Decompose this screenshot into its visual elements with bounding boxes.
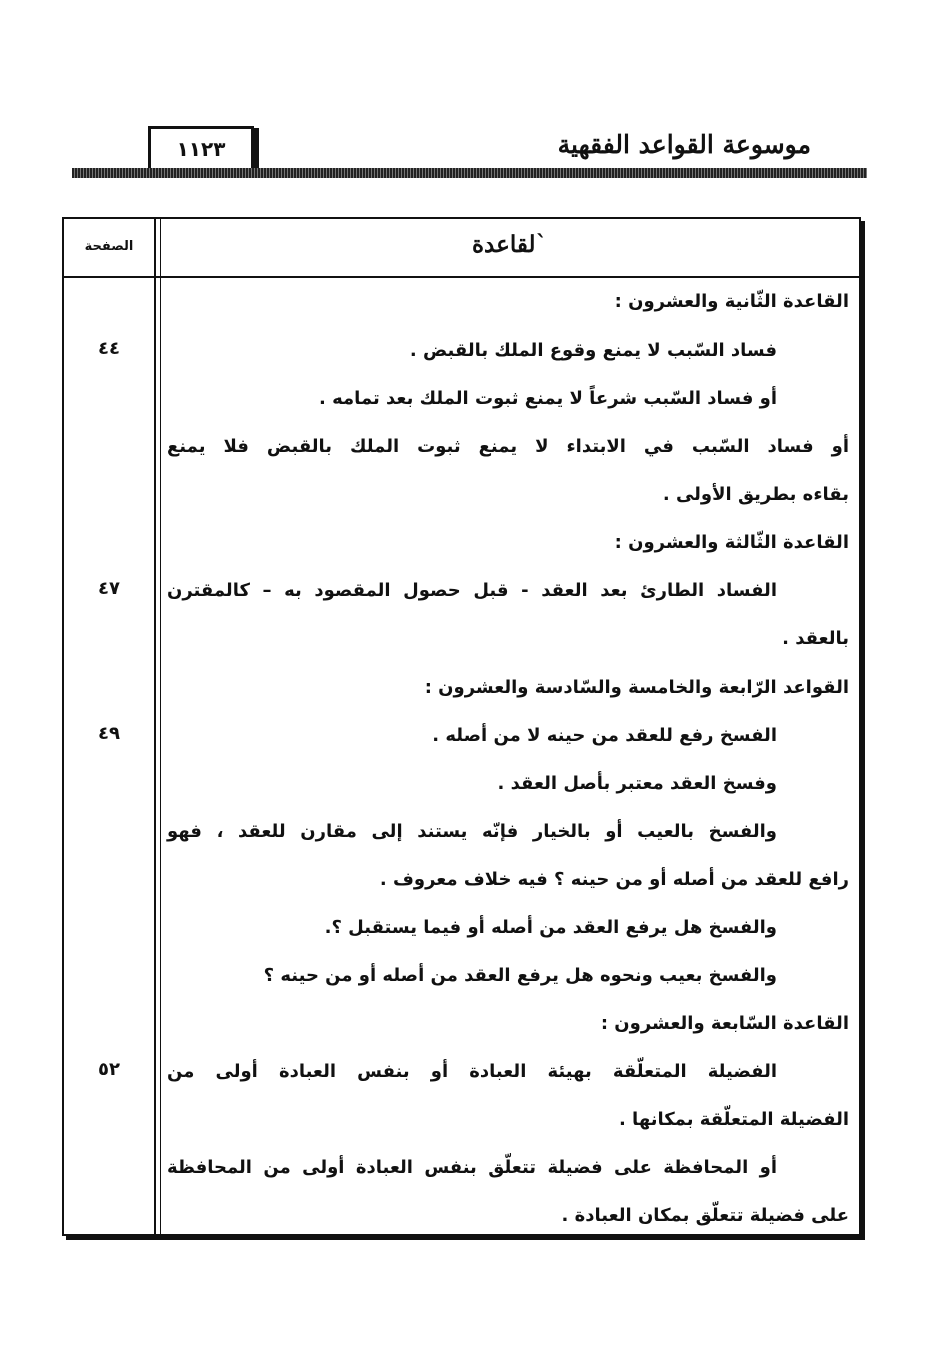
page-number-box	[148, 126, 254, 172]
rule-line: الفضيلة المتعلّقة بمكانها .	[618, 1109, 849, 1130]
rule-line: فساد السّبب لا يمنع وقوع الملك بالقبض .	[409, 340, 777, 361]
rule-line: بالعقد .	[782, 628, 849, 649]
rule-line: أو فساد السّبب في الابتداء لا يمنع ثبوت الملك بالقبض فلا يمنع	[167, 436, 849, 457]
table-header-row	[64, 219, 859, 278]
page-ref: ٤٧	[98, 578, 120, 599]
rule-line: على فضيلة تتعلّق بمكان العبادة .	[561, 1205, 849, 1226]
rule-line: الفساد الطارئ بعد العقد - قبل حصول المقصود به – كالمقترن	[167, 580, 777, 601]
rules-table	[62, 217, 861, 1236]
rule-line: والفسخ هل يرفع العقد من أصله أو فيما يستقبل ؟.	[324, 917, 777, 938]
header-rule	[72, 168, 867, 178]
page-number: ١١٢٣	[176, 137, 226, 161]
rule-line: الفضيلة المتعلّقة بهيئة العبادة أو بنفس العبادة أولى من	[167, 1061, 777, 1082]
rule-line: والفسخ بعيب ونحوه هل يرفع العقد من أصله أو من حينه ؟	[263, 965, 777, 986]
book-title: موسوعة القواعد الفقهية	[557, 130, 811, 159]
rule-line: الفسخ رفع للعقد من حينه لا من أصله .	[432, 725, 777, 746]
rule-line: وفسخ العقد معتبر بأصل العقد .	[497, 773, 777, 794]
rule-heading: القاعدة السّابعة والعشرون :	[600, 1013, 849, 1034]
rule-line: بقاءه بطريق الأولى .	[662, 484, 849, 505]
column-divider	[154, 219, 161, 1234]
rule-heading: القاعدة الثّانية والعشرون :	[614, 291, 849, 312]
column-header-page: الصفحة	[84, 239, 134, 254]
page-ref: ٤٩	[98, 723, 120, 744]
rule-line: والفسخ بالعيب أو بالخيار فإنّه يستند إلى مقارن للعقد ، فهو	[167, 821, 777, 842]
rule-line: أو المحافظة على فضيلة تتعلّق بنفس العبادة أولى من المحافظة	[167, 1157, 777, 1178]
rule-heading: القاعدة الثّالثة والعشرون :	[614, 532, 849, 553]
rule-line: رافع للعقد من أصله أو من حينه ؟ فيه خلاف معروف .	[379, 869, 849, 890]
page-header	[72, 118, 867, 180]
rule-line: أو فساد السّبب شرعاً لا يمنع ثبوت الملك بعد تمامه .	[319, 388, 777, 409]
column-header-rule: `لقاعدة	[472, 231, 547, 258]
rule-heading: القواعد الرّابعة والخامسة والسّادسة والعشرون :	[424, 677, 849, 698]
page-ref: ٤٤	[98, 338, 120, 359]
page-ref: ٥٢	[98, 1059, 120, 1080]
